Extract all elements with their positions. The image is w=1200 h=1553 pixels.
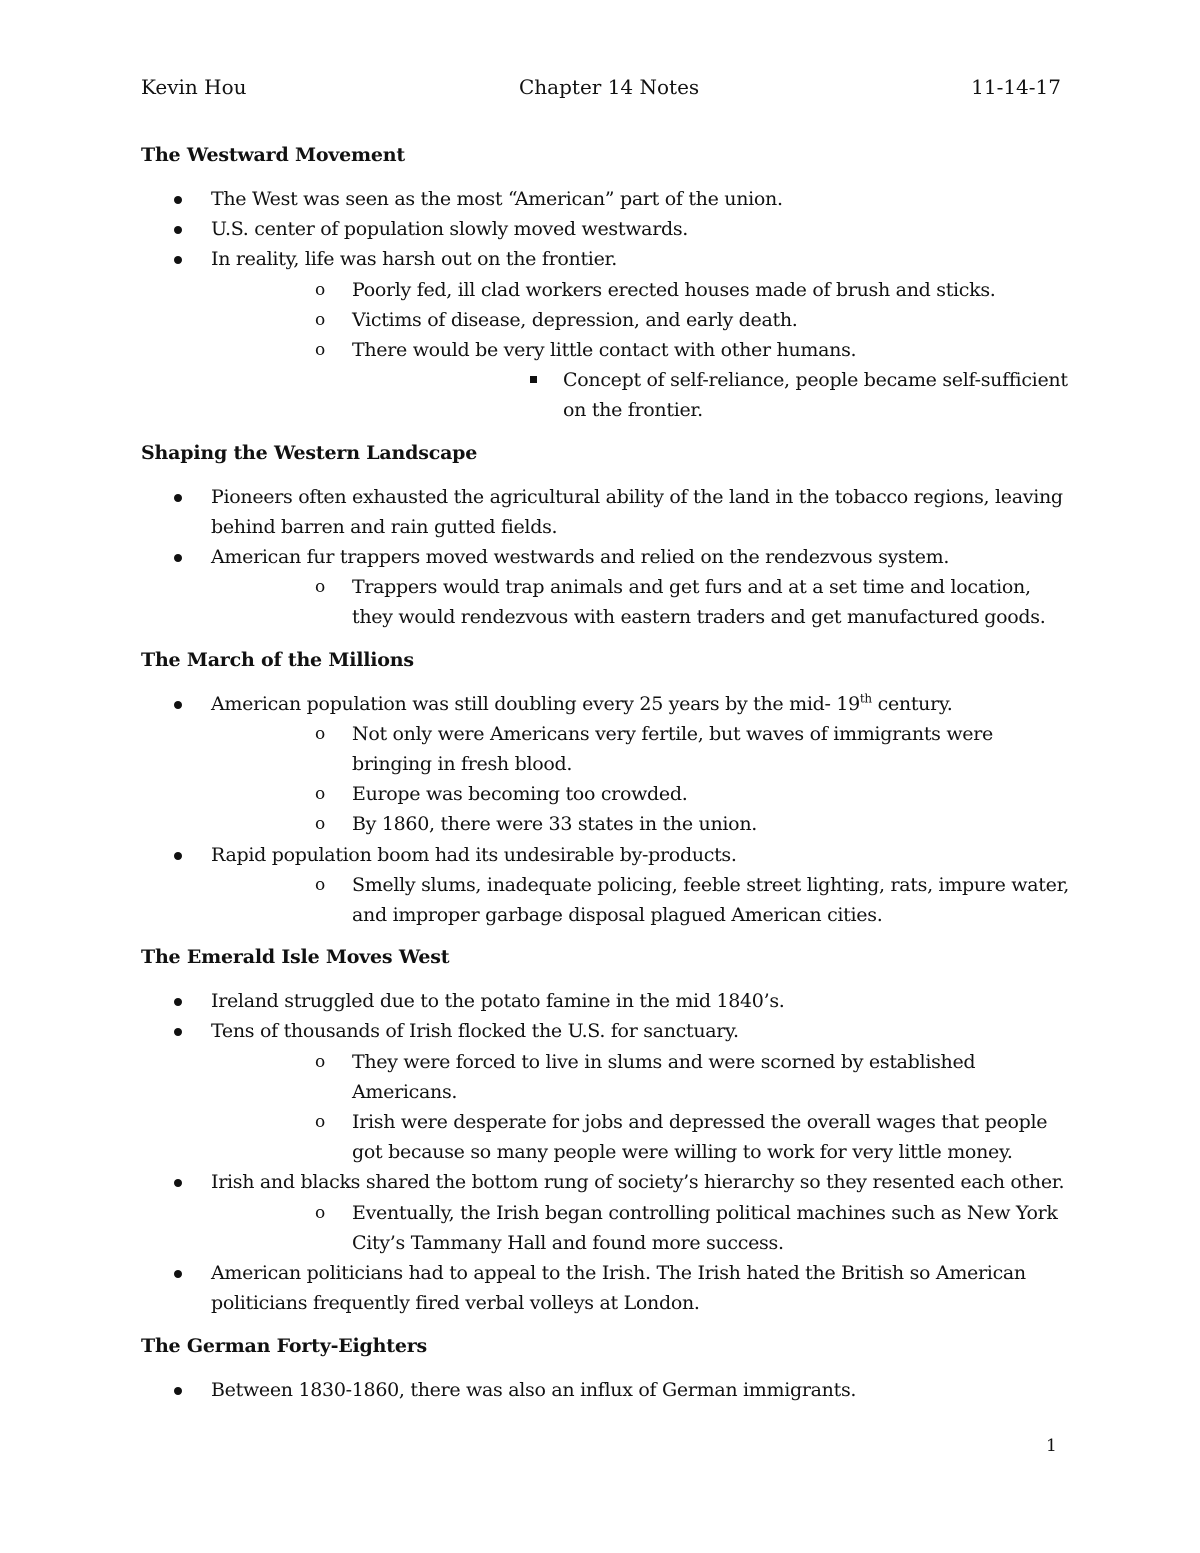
filled-circle-bullet-icon	[174, 852, 182, 860]
filled-circle-bullet-icon	[174, 1387, 182, 1395]
list-item: Between 1830-1860, there was also an influx of German immigrants.	[141, 1375, 1071, 1405]
section-title: The March of the Millions	[141, 648, 414, 671]
filled-circle-bullet-icon	[174, 998, 182, 1006]
list-item: U.S. center of population slowly moved westwards.	[141, 214, 1071, 244]
section-title: The German Forty-Eighters	[141, 1334, 428, 1357]
sub-list-item: o There would be very little contact with other humans. Concept of self-reliance, people became self-sufficient on the frontier.	[211, 335, 1071, 426]
hollow-o-bullet-icon: o	[315, 1202, 325, 1223]
section-title: The Westward Movement	[141, 144, 405, 166]
filled-square-bullet-icon	[530, 376, 537, 383]
hollow-o-bullet-icon: o	[315, 577, 325, 598]
sub-list-item: o Victims of disease, depression, and early death.	[211, 305, 1071, 335]
hollow-o-bullet-icon: o	[315, 814, 325, 835]
section-title: The Emerald Isle Moves West	[141, 946, 450, 969]
hollow-o-bullet-icon: o	[315, 279, 325, 300]
page-header	[141, 72, 1061, 102]
hollow-o-bullet-icon: o	[315, 1051, 325, 1072]
filled-circle-bullet-icon	[174, 196, 182, 204]
hollow-o-bullet-icon: o	[315, 1112, 325, 1133]
filled-circle-bullet-icon	[174, 226, 182, 234]
list-item: American politicians had to appeal to the Irish. The Irish hated the British so American politicians frequently fired verbal volleys at London.	[141, 1258, 1071, 1318]
hollow-o-bullet-icon: o	[315, 874, 325, 895]
list-item: The West was seen as the most “American” part of the union.	[141, 184, 1071, 214]
hollow-o-bullet-icon: o	[315, 723, 325, 744]
filled-circle-bullet-icon	[174, 256, 182, 264]
list-item: American population was still doubling every 25 years by the mid- 19th century. o Not only were Americans very fertile, but waves of immigrants were bringing in fresh blood. o Europe was becoming too crowded. o By 1860, there were 33 states in the union.	[141, 689, 1071, 840]
hollow-o-bullet-icon: o	[315, 309, 325, 330]
list-item: Irish and blacks shared the bottom rung of society’s hierarchy so they resented each other. o Eventually, the Irish began controlling political machines such as New York City’s Tammany Hall and found more success.	[141, 1167, 1071, 1258]
sub-list-item: o Poorly fed, ill clad workers erected houses made of brush and sticks.	[211, 275, 1071, 305]
list-item: American fur trappers moved westwards and relied on the rendezvous system. o Trappers would trap animals and get furs and at a set time and location, they would rendezvous with eastern traders and get manufactured goods.	[141, 542, 1071, 633]
document-body	[141, 140, 1071, 1417]
sub-list-item: o They were forced to live in slums and were scorned by established Americans.	[211, 1047, 1071, 1107]
sub-list-item: o Not only were Americans very fertile, but waves of immigrants were bringing in fresh blood.	[211, 719, 1071, 779]
filled-circle-bullet-icon	[174, 701, 182, 709]
sub-list-item: o Eventually, the Irish began controlling political machines such as New York City’s Tammany Hall and found more success.	[211, 1198, 1071, 1258]
hollow-o-bullet-icon: o	[315, 340, 325, 361]
sub-list-item: o Europe was becoming too crowded.	[211, 779, 1071, 809]
section-march-of-millions	[141, 645, 1071, 931]
section-title: Shaping the Western Landscape	[141, 441, 478, 464]
sub-list-item: o Smelly slums, inadequate policing, feeble street lighting, rats, impure water, and improper garbage disposal plagued American cities.	[211, 870, 1071, 930]
sub-list-item: o By 1860, there were 33 states in the union.	[211, 809, 1071, 839]
hollow-o-bullet-icon: o	[315, 784, 325, 805]
filled-circle-bullet-icon	[174, 554, 182, 562]
sub-list-item: o Trappers would trap animals and get furs and at a set time and location, they would rendezvous with eastern traders and get manufactured goods.	[211, 572, 1071, 632]
header-date: 11-14-17	[971, 75, 1061, 99]
header-title: Chapter 14 Notes	[519, 75, 700, 99]
list-item: Rapid population boom had its undesirable by-products. o Smelly slums, inadequate policing, feeble street lighting, rats, impure water, and improper garbage disposal plagued American cities.	[141, 840, 1071, 931]
filled-circle-bullet-icon	[174, 1270, 182, 1278]
filled-circle-bullet-icon	[174, 1179, 182, 1187]
section-german-forty-eighters	[141, 1331, 1071, 1405]
filled-circle-bullet-icon	[174, 1028, 182, 1036]
list-item: Ireland struggled due to the potato famine in the mid 1840’s.	[141, 986, 1071, 1016]
section-westward-movement	[141, 140, 1071, 426]
sub-list-item: o Irish were desperate for jobs and depressed the overall wages that people got because so many people were willing to work for very little money.	[211, 1107, 1071, 1167]
filled-circle-bullet-icon	[174, 494, 182, 502]
superscript: th	[859, 691, 872, 706]
list-item: In reality, life was harsh out on the frontier. o Poorly fed, ill clad workers erected houses made of brush and sticks. o Victims of disease, depression, and early death. o There would be very little contact with other humans. Concept of self-reliance, people became self-sufficient on the frontier.	[141, 244, 1071, 425]
section-shaping-western-landscape	[141, 438, 1071, 633]
sub-sub-list-item: Concept of self-reliance, people became self-sufficient on the frontier.	[352, 365, 1071, 425]
list-item: Pioneers often exhausted the agricultural ability of the land in the tobacco regions, leaving behind barren and rain gutted fields.	[141, 482, 1071, 542]
section-emerald-isle	[141, 942, 1071, 1318]
list-item: Tens of thousands of Irish flocked the U.S. for sanctuary. o They were forced to live in slums and were scorned by established Americans. o Irish were desperate for jobs and depressed the overall wages that people got because so many people were willing to work for very little money.	[141, 1016, 1071, 1167]
page-number: 1	[1046, 1436, 1057, 1456]
header-author: Kevin Hou	[141, 75, 247, 99]
